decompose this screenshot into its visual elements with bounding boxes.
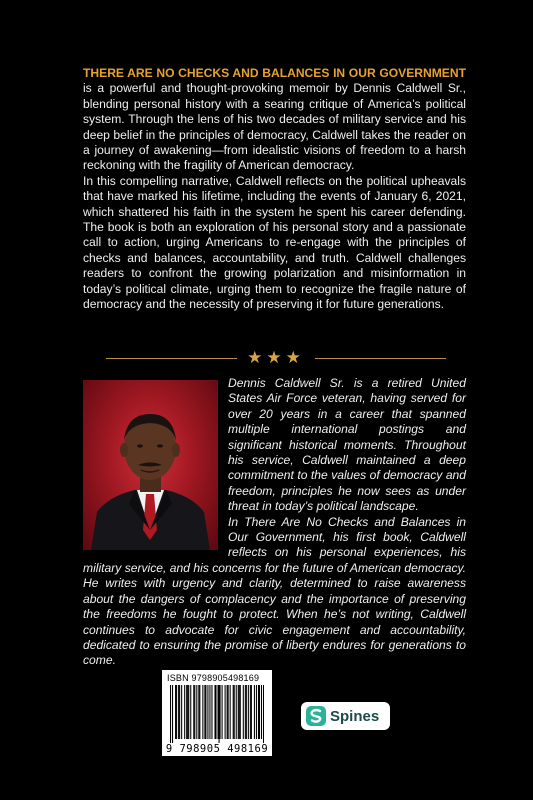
- bio-paragraph-2: In There Are No Checks and Balances in Our Government, his first book, Caldwell reflects on his personal experiences, his military service, and his concerns for the future of American democracy. He writes with urgency and clarity, determined to raise awareness about the dangers of complacency and the importance of preserving the freedoms he fought to protect. When he’s not writing, Caldwell continues to advocate for civic engagement and accountability, dedicated to ensuring the promise of liberty endures for generations to come.: [83, 514, 466, 668]
- author-bio: [83, 376, 466, 669]
- description-paragraph-2: In this compelling narrative, Caldwell reflects on the political upheavals that have marked his lifetime, including the events of January 6, 2021, which shattered his faith in the system he spent his career defending. The book is both an exploration of his personal story and a passionate call to action, urging Americans to re-engage with the principles of checks and balances, accountability, and truth. Caldwell challenges readers to confront the growing polarization and misinformation in today’s political climate, urging them to recognize the fragile nature of democracy and the necessity of preserving it for future generations.: [83, 173, 466, 312]
- description-paragraph-1: is a powerful and thought-provoking memoir by Dennis Caldwell Sr., blending personal history with a searing critique of America’s political system. Through the lens of his two decades of military service and his deep belief in the principles of democracy, Caldwell takes the reader on a journey of awakening—from idealistic visions of freedom to a harsh reckoning with the fragility of American democracy.: [83, 81, 466, 173]
- book-description: [83, 66, 466, 313]
- divider-line-right: [315, 358, 446, 359]
- book-title-headline: THERE ARE NO CHECKS AND BALANCES IN OUR GOVERNMENT: [83, 66, 466, 80]
- barcode-icon: [170, 685, 264, 743]
- spines-logo-icon: [305, 705, 327, 727]
- publisher-logo: [301, 702, 390, 730]
- bio-paragraph-1: Dennis Caldwell Sr. is a retired United States Air Force veteran, having served for over 20 years in a career that spanned multiple international postings and significant historical moments. Throughout his service, Caldwell maintained a deep commitment to the values of democracy and freedom, principles he now sees as under threat in today’s political landscape.: [228, 376, 466, 514]
- isbn-label: ISBN 9798905498169: [167, 673, 260, 683]
- isbn-barcode: [162, 670, 272, 756]
- author-portrait-icon: [83, 380, 218, 550]
- star-icons: ★★★: [247, 348, 305, 368]
- author-photo: [83, 380, 218, 550]
- publisher-name: Spines: [330, 707, 380, 725]
- divider-line-left: [106, 358, 237, 359]
- star-divider: [106, 348, 446, 368]
- barcode-digits: 9 798905 498169: [165, 743, 269, 755]
